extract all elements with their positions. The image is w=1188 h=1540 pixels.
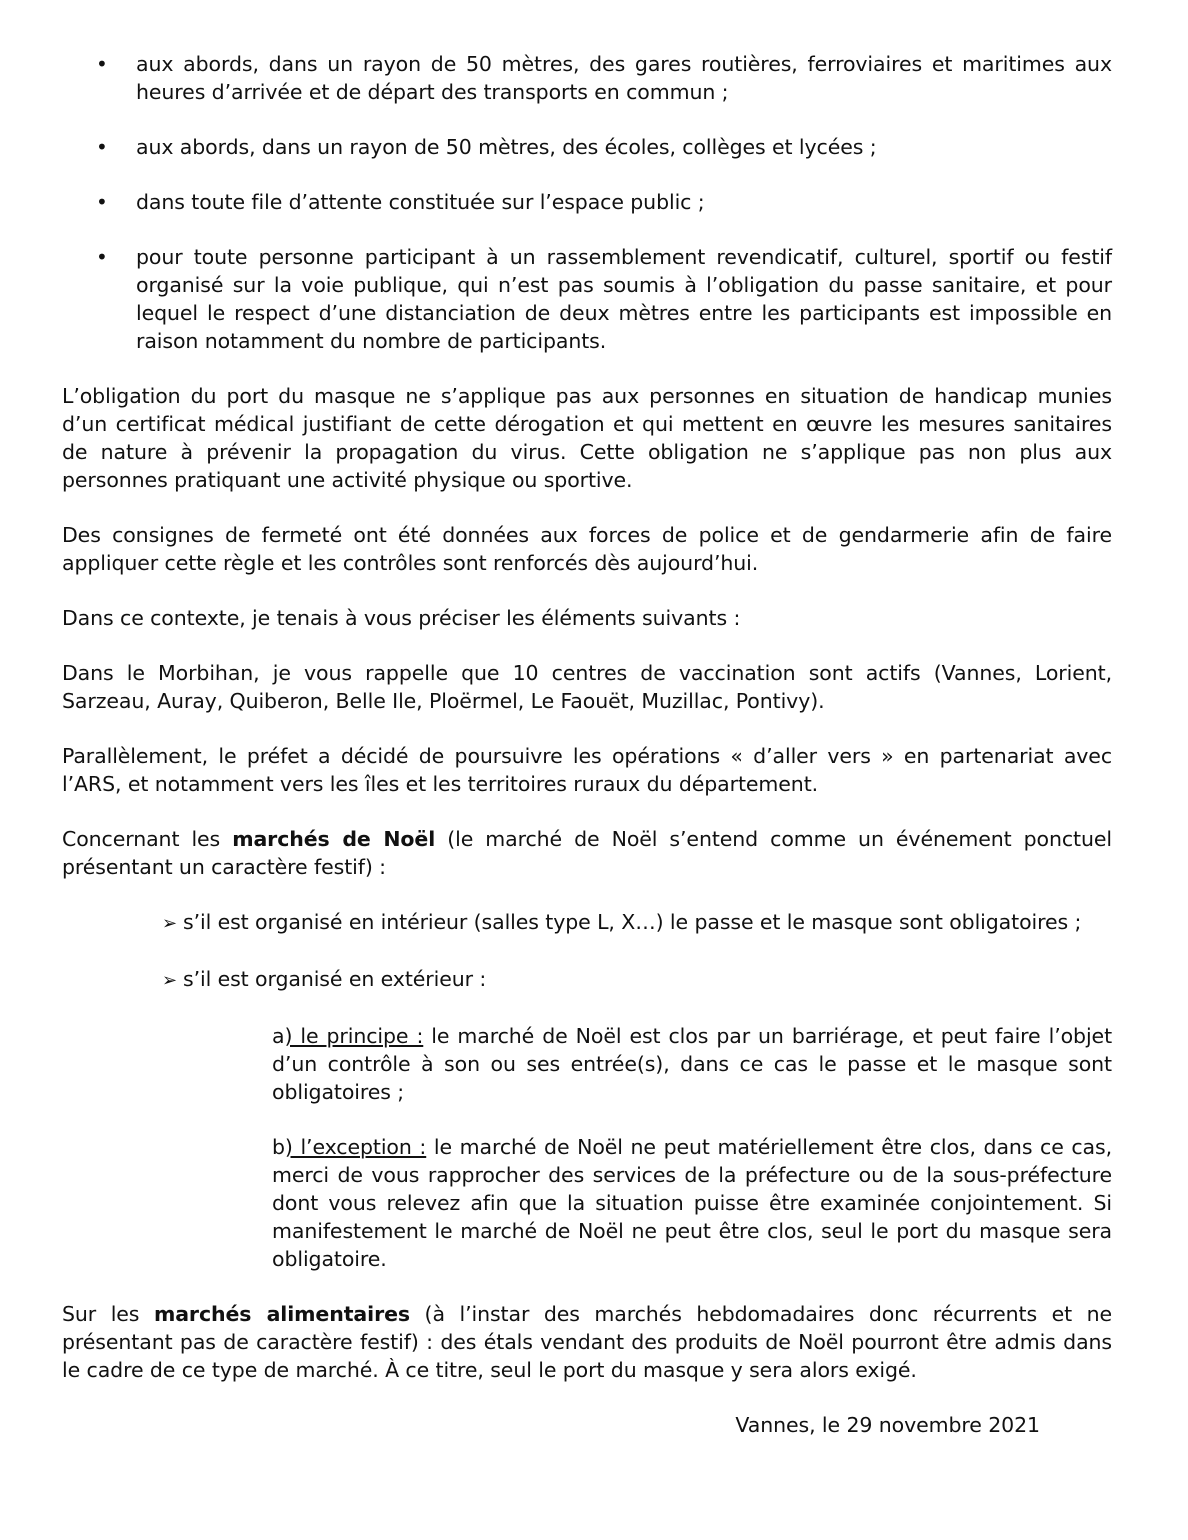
- list-item: [62, 133, 1112, 161]
- arrow-right-icon: ➢: [162, 970, 177, 991]
- noel-intro-bold: marchés de Noël: [232, 827, 436, 851]
- arrow-item-text: s’il est organisé en intérieur (salles type L, X…) le passe et le masque sont obligatoires ;: [182, 910, 1082, 934]
- arrow-item-exterior: [162, 965, 1112, 995]
- bullet-text: pour toute personne participant à un rassemblement revendicatif, culturel, sportif ou festif organisé sur la voie publique, qui n’est pas soumis à l’obligation du passe sanitaire, et pour lequel le respect d’une distanciation de deux mètres entre les participants est impossible en raison notamment du nombre de participants.: [136, 245, 1112, 353]
- arrow-item-text: s’il est organisé en extérieur :: [182, 967, 487, 991]
- bullet-list: [62, 50, 1112, 355]
- sub-item-title: ) l’exception :: [284, 1135, 427, 1159]
- arrow-item-interior: [162, 908, 1112, 938]
- sub-item-text: le marché de Noël ne peut matériellement être clos, dans ce cas, merci de vous rapprocher des services de la préfecture ou de la sous-préfecture dont vous relevez afin que la situation puisse être examinée conjointement. Si manifestement le marché de Noël ne peut être clos, seul le port du masque sera obligatoire.: [272, 1135, 1112, 1271]
- list-item: [62, 243, 1112, 355]
- sub-item-letter: a: [272, 1024, 285, 1048]
- list-item: [62, 188, 1112, 216]
- sub-item-letter: b: [272, 1135, 285, 1159]
- sub-item-principle: [272, 1022, 1112, 1106]
- list-item: [62, 50, 1112, 106]
- arrow-right-icon: ➢: [162, 913, 177, 934]
- document-page: [62, 50, 1112, 1439]
- paragraph-police-instructions: Des consignes de fermeté ont été données aux forces de police et de gendarmerie afin de faire appliquer cette règle et les contrôles sont renforcés dès aujourd’hui.: [62, 523, 1112, 575]
- bullet-icon: •: [96, 52, 108, 76]
- bullet-icon: •: [96, 190, 108, 214]
- sub-item-text: le marché de Noël est clos par un barriérage, et peut faire l’objet d’un contrôle à son ou ses entrée(s), dans ce cas le passe et le masque sont obligatoires ;: [272, 1024, 1113, 1104]
- paragraph-food-markets: [62, 1300, 1112, 1384]
- paragraph-noel-intro: [62, 825, 1112, 881]
- sub-item-title: ) le principe :: [284, 1024, 424, 1048]
- food-markets-post: (à l’instar des marchés hebdomadaires donc récurrents et ne présentant pas de caractère festif) : des étals vendant des produits de Noël pourront être admis dans le cadre de ce type de marché. À ce titre, seul le port du masque y sera alors exigé.: [62, 1302, 1112, 1382]
- paragraph-aller-vers: Parallèlement, le préfet a décidé de poursuivre les opérations « d’aller vers » en partenariat avec l’ARS, et notamment vers les îles et les territoires ruraux du département.: [62, 744, 1112, 796]
- sub-item-exception: [272, 1133, 1112, 1273]
- paragraph-context: Dans ce contexte, je tenais à vous préciser les éléments suivants :: [62, 606, 741, 630]
- signature-date: Vannes, le 29 novembre 2021: [735, 1413, 1040, 1437]
- noel-intro-post: (le marché de Noël s’entend comme un événement ponctuel présentant un caractère festif) :: [62, 827, 1112, 879]
- noel-intro-pre: Concernant les: [62, 827, 233, 851]
- bullet-text: aux abords, dans un rayon de 50 mètres, des gares routières, ferroviaires et maritimes aux heures d’arrivée et de départ des transports en commun ;: [136, 52, 1112, 104]
- bullet-icon: •: [96, 245, 108, 269]
- paragraph-vaccination-centers: Dans le Morbihan, je vous rappelle que 10 centres de vaccination sont actifs (Vannes, Lorient, Sarzeau, Auray, Quiberon, Belle Ile, Ploërmel, Le Faouët, Muzillac, Pontivy).: [62, 661, 1112, 713]
- food-markets-pre: Sur les: [62, 1302, 154, 1326]
- paragraph-mask-exemption: L’obligation du port du masque ne s’applique pas aux personnes en situation de handicap munies d’un certificat médical justifiant de cette dérogation et qui mettent en œuvre les mesures sanitaires de nature à prévenir la propagation du virus. Cette obligation ne s’applique pas non plus aux personnes pratiquant une activité physique ou sportive.: [62, 384, 1112, 492]
- bullet-text: aux abords, dans un rayon de 50 mètres, des écoles, collèges et lycées ;: [136, 135, 877, 159]
- bullet-text: dans toute file d’attente constituée sur l’espace public ;: [136, 190, 705, 214]
- bullet-icon: •: [96, 135, 108, 159]
- food-markets-bold: marchés alimentaires: [153, 1302, 410, 1326]
